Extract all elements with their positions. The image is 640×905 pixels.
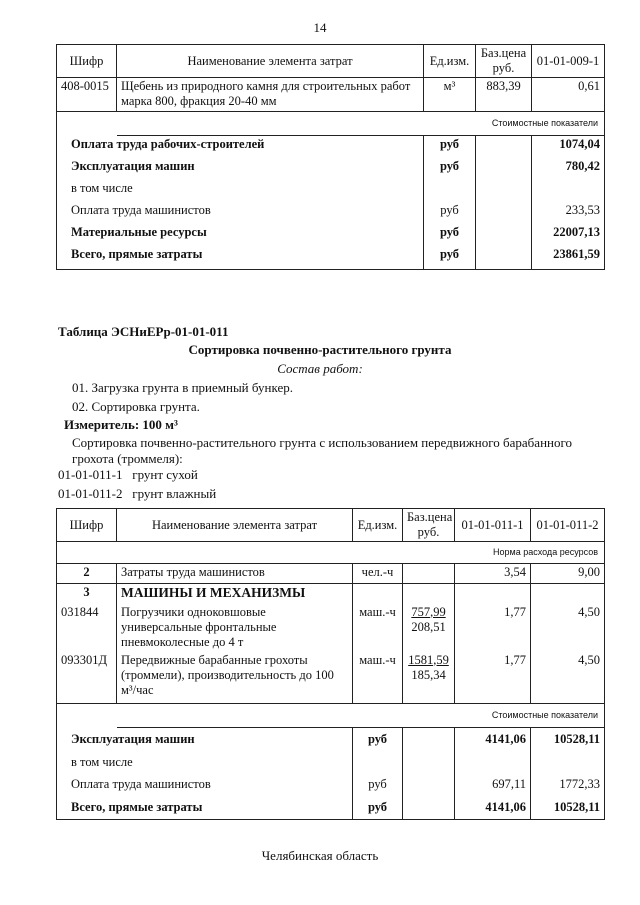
machines-code: 3 — [57, 584, 117, 604]
cost-unit: руб — [353, 728, 403, 752]
labor-name: Затраты труда машинистов — [117, 564, 353, 584]
header-col1: 01-01-011-1 — [455, 509, 531, 542]
cost-name: Эксплуатация машин — [71, 158, 195, 173]
cost-value: 23861,59 — [532, 246, 605, 270]
table-2-header — [57, 509, 605, 542]
machine-code: 031844 — [57, 604, 117, 652]
section-label: Стоимостные показатели — [117, 112, 605, 136]
row-name: Щебень из природного камня для строительных работ марка 800, фракция 20-40 мм — [117, 78, 424, 112]
machine-v2: 4,50 — [531, 652, 605, 704]
description: Сортировка почвенно-растительного грунта с использованием передвижного барабанного грохота (троммеля): — [72, 435, 572, 466]
cost-name: Оплата труда рабочих-строителей — [71, 137, 265, 151]
cost-value: 233,53 — [532, 202, 605, 224]
cost-name: в том числе — [71, 755, 133, 769]
machine-code: 093301Д — [57, 652, 117, 704]
cost-name: Всего, прямые затраты — [71, 246, 203, 261]
labor-unit: чел.-ч — [353, 564, 403, 584]
cost-v1: 697,11 — [455, 774, 531, 796]
table-row — [57, 584, 605, 604]
labor-v2: 9,00 — [531, 564, 605, 584]
header-col2: 01-01-011-2 — [531, 509, 605, 542]
table-1-header — [57, 45, 605, 78]
section-row — [57, 542, 605, 564]
header-unit: Ед.изм. — [424, 45, 476, 78]
variant: 01-01-011-2 грунт влажный — [58, 486, 217, 501]
row-value: 0,61 — [532, 78, 605, 112]
table-row — [57, 604, 605, 652]
work-step: 01. Загрузка грунта в приемный бункер. — [72, 380, 293, 395]
machine-name: Погрузчики одноковшовые универсальные фронтальные пневмоколесные до 4 т — [117, 604, 353, 652]
table-title: Таблица ЭСНиЕРр-01-01-011 — [58, 324, 229, 339]
row-code: 408-0015 — [57, 78, 117, 112]
section-row — [57, 704, 605, 728]
measure-unit: Измеритель: 100 м³ — [64, 417, 178, 432]
variant: 01-01-011-1 грунт сухой — [58, 467, 198, 482]
cost-unit: руб — [353, 796, 403, 820]
cost-row — [57, 774, 605, 796]
cost-row — [57, 796, 605, 820]
cost-name: в том числе — [71, 180, 133, 195]
machine-price-top: 1581,59 — [408, 652, 449, 667]
machine-v1: 1,77 — [455, 604, 531, 652]
machine-unit: маш.-ч — [353, 604, 403, 652]
section-row — [57, 112, 605, 136]
row-price: 883,39 — [476, 78, 532, 112]
header-price: Баз.цена руб. — [403, 509, 455, 542]
row-unit: м³ — [424, 78, 476, 112]
labor-code: 2 — [57, 564, 117, 584]
labor-v1: 3,54 — [455, 564, 531, 584]
header-name: Наименование элемента затрат — [117, 509, 353, 542]
cost-unit: руб — [424, 246, 476, 270]
section-title: Сортировка почвенно-растительного грунта — [188, 342, 452, 357]
cost-name: Материальные ресурсы — [71, 224, 207, 239]
norm-section-label: Норма расхода ресурсов — [117, 542, 605, 564]
page-number: 14 — [313, 20, 327, 35]
cost-unit: руб — [353, 774, 403, 796]
header-col: 01-01-009-1 — [532, 45, 605, 78]
cost-row — [57, 180, 605, 202]
header-unit: Ед.изм. — [353, 509, 403, 542]
header-price: Баз.цена руб. — [476, 45, 532, 78]
cost-row — [57, 158, 605, 180]
table-row — [57, 652, 605, 704]
header-code: Шифр — [57, 45, 117, 78]
cost-value: 780,42 — [532, 158, 605, 180]
header-name: Наименование элемента затрат — [117, 45, 424, 78]
machine-unit: маш.-ч — [353, 652, 403, 704]
machine-price-bottom: 208,51 — [411, 619, 446, 634]
header-code: Шифр — [57, 509, 117, 542]
cost-v1: 4141,06 — [455, 796, 531, 820]
cost-unit: руб — [424, 202, 476, 224]
cost-unit: руб — [424, 136, 476, 158]
cost-row — [57, 202, 605, 224]
cost-row — [57, 728, 605, 752]
table-2 — [56, 508, 605, 820]
cost-unit: руб — [424, 158, 476, 180]
machine-price-bottom: 185,34 — [411, 667, 446, 682]
machines-title: МАШИНЫ И МЕХАНИЗМЫ — [117, 584, 353, 604]
cost-row — [57, 224, 605, 246]
table-row — [57, 78, 605, 112]
table-row — [57, 564, 605, 584]
cost-name: Эксплуатация машин — [71, 732, 195, 747]
composition-heading: Состав работ: — [277, 361, 363, 376]
cost-v2: 10528,11 — [531, 796, 605, 820]
cost-section-label: Стоимостные показатели — [117, 704, 605, 728]
machine-price-top: 757,99 — [411, 604, 446, 619]
machine-v2: 4,50 — [531, 604, 605, 652]
cost-row — [57, 136, 605, 158]
footer-region: Челябинская область — [261, 848, 379, 863]
cost-v2: 1772,33 — [531, 774, 605, 796]
cost-name: Оплата труда машинистов — [71, 777, 211, 791]
cost-name: Всего, прямые затраты — [71, 799, 203, 814]
machine-name: Передвижные барабанные грохоты (троммели), производительность до 100 м³/час — [117, 652, 353, 704]
work-step: 02. Сортировка грунта. — [72, 399, 200, 414]
cost-v2: 10528,11 — [531, 728, 605, 752]
cost-row — [57, 246, 605, 270]
machine-v1: 1,77 — [455, 652, 531, 704]
cost-name: Оплата труда машинистов — [71, 202, 211, 217]
cost-row — [57, 752, 605, 774]
table-1 — [56, 44, 605, 270]
cost-v1: 4141,06 — [455, 728, 531, 752]
cost-unit: руб — [424, 224, 476, 246]
cost-value: 1074,04 — [532, 136, 605, 158]
cost-value: 22007,13 — [532, 224, 605, 246]
